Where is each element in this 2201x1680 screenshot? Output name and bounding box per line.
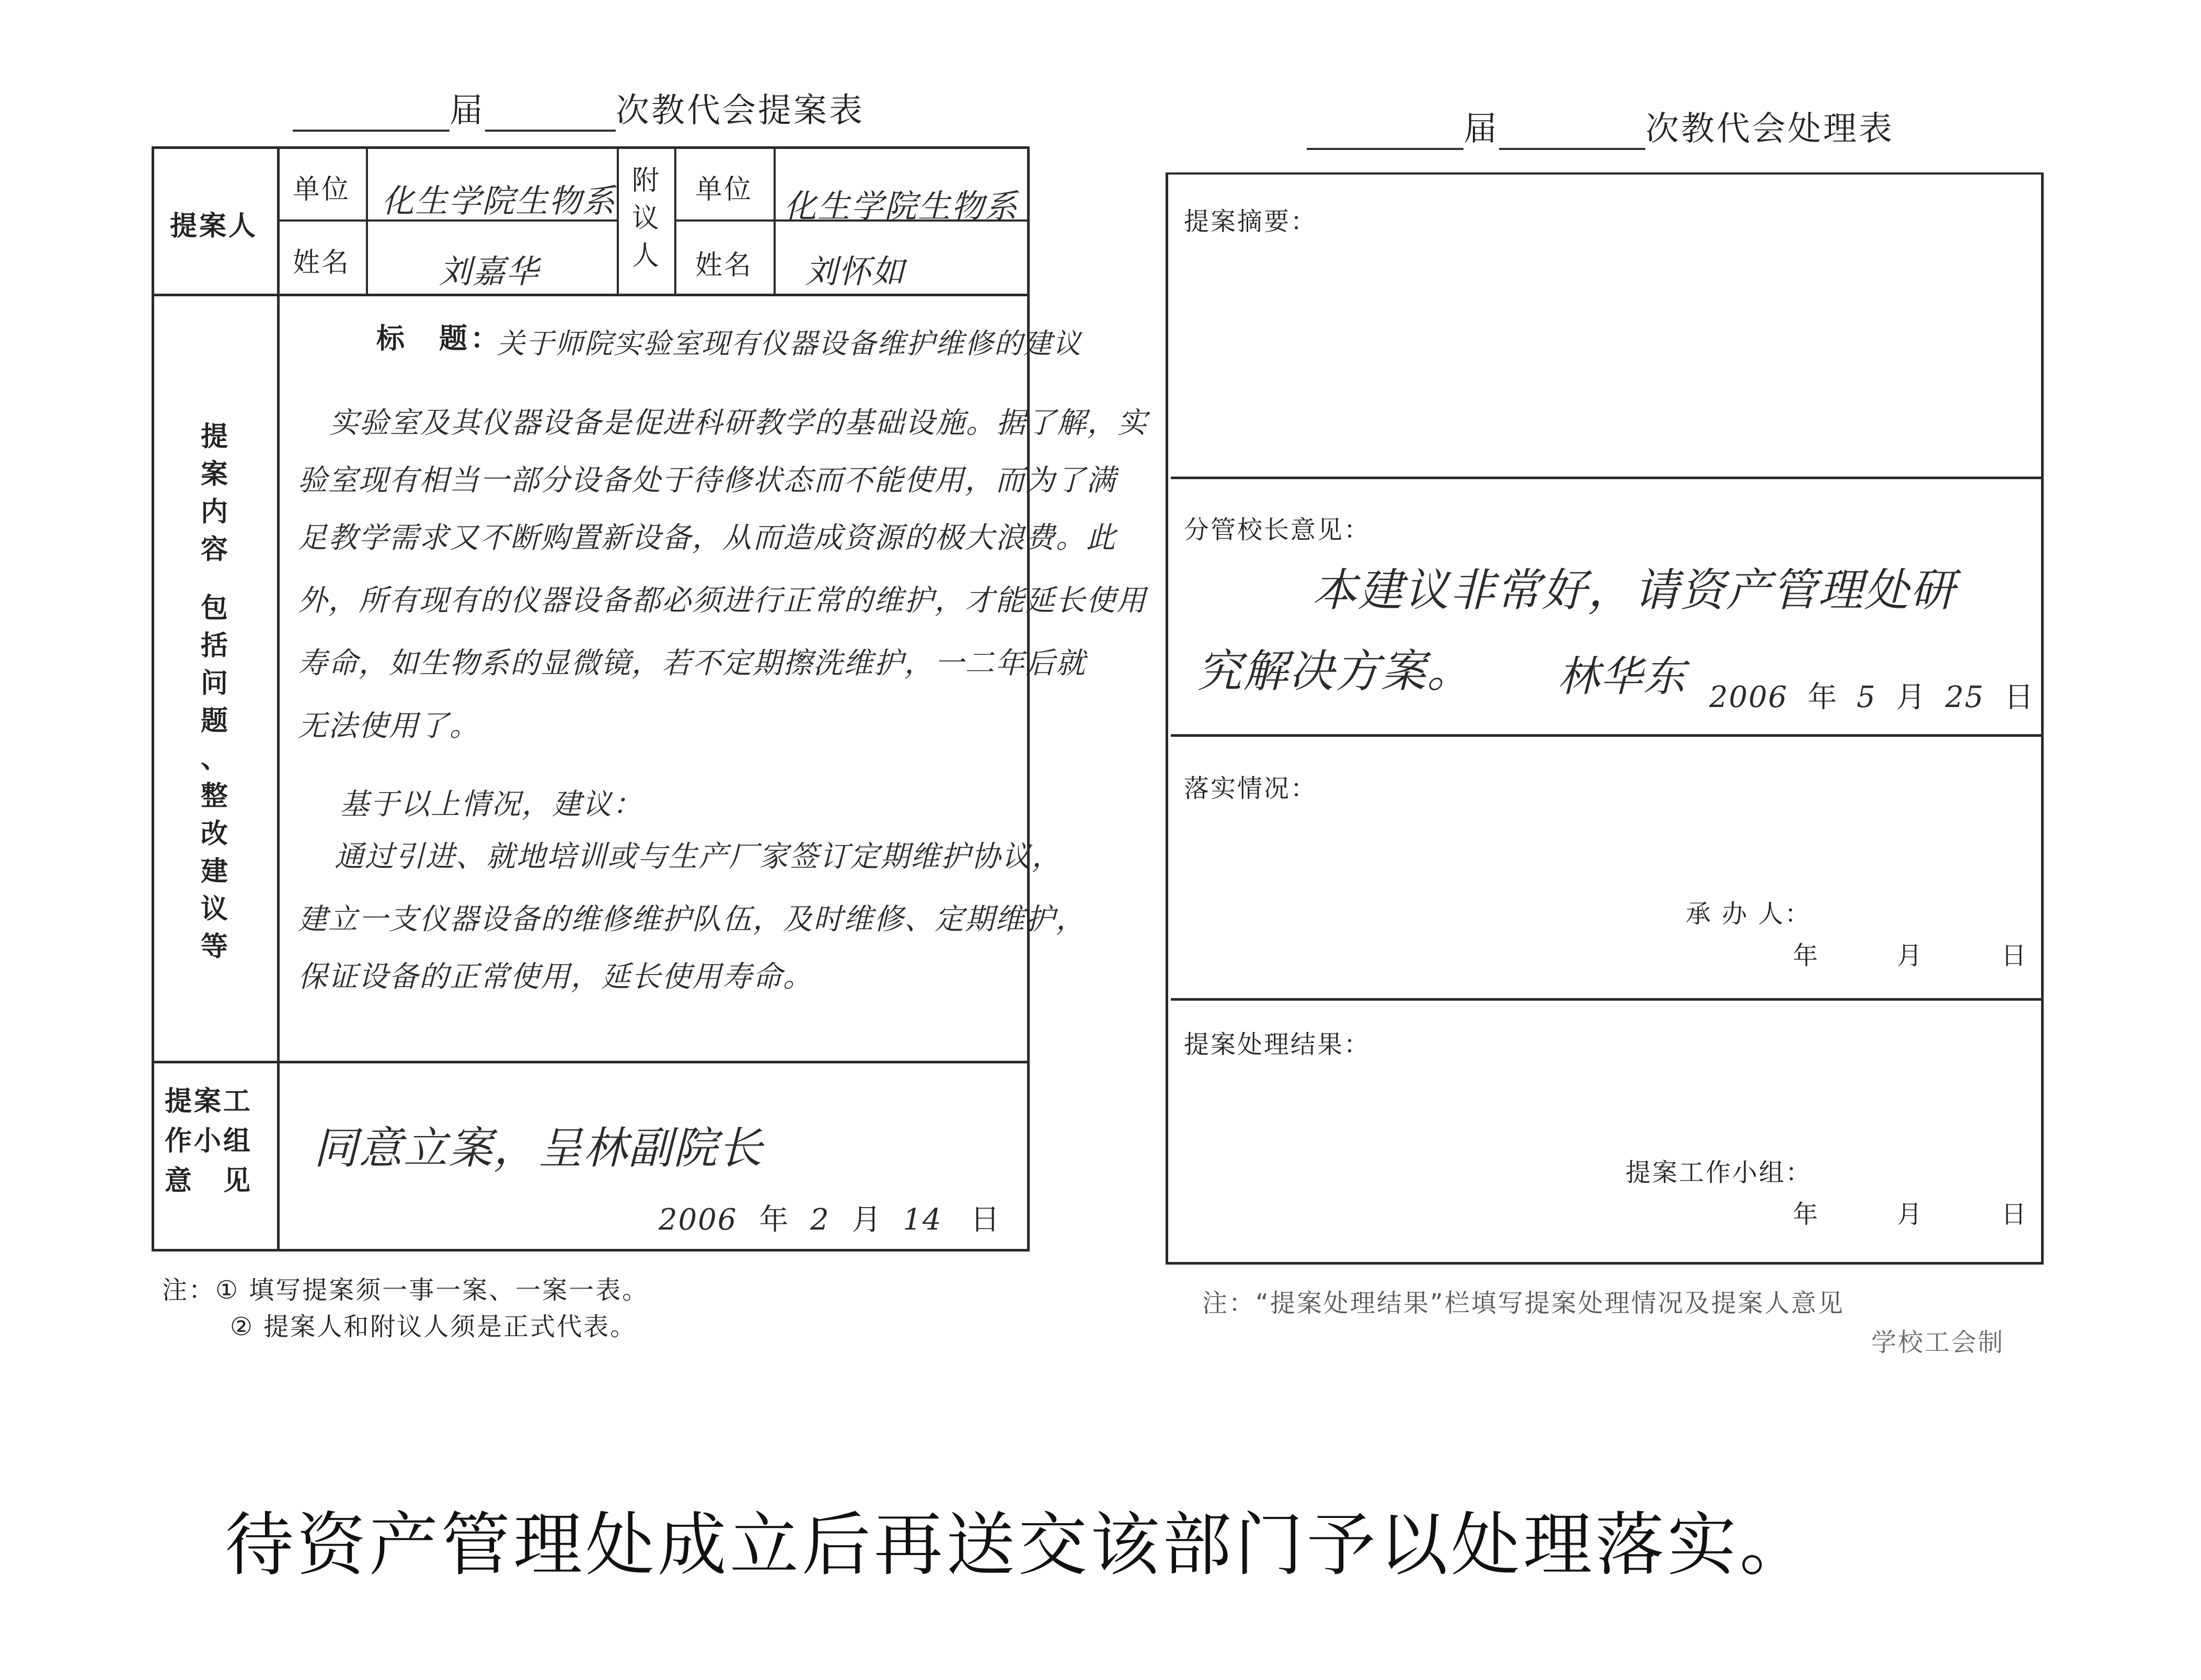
body-line: 外，所有现有的仪器设备都必须进行正常的维护，才能延长使用 xyxy=(298,584,1147,618)
name-label: 姓名 xyxy=(293,247,351,279)
body-line: 基于以上情况，建议： xyxy=(340,787,643,821)
group-label-line: 意 见 xyxy=(165,1165,253,1197)
group-label-line: 提案工 xyxy=(165,1086,253,1117)
group-date-year-label: 年 xyxy=(759,1203,789,1237)
name-value: 刘嘉华 xyxy=(439,252,540,291)
vp-date-year-label: 年 xyxy=(1807,680,1837,714)
co-unit-value: 化生学院生物系 xyxy=(784,187,1019,225)
handler-date-month-label: 月 xyxy=(1897,941,1924,970)
group-label xyxy=(165,1082,252,1201)
left-note-1: 注：① 填写提案须一事一案、一案一表。 xyxy=(162,1276,649,1305)
working-group-date xyxy=(1793,1194,2028,1230)
summary-label: 提案摘要： xyxy=(1184,207,1318,236)
body-line: 足教学需求又不断购置新设备，从而造成资源的极大浪费。此 xyxy=(298,521,1116,555)
co-sponsor-char-1: 附 xyxy=(631,165,659,196)
content-label-char: 、 xyxy=(200,743,228,774)
vp-signature: 林华东 xyxy=(1558,652,1686,701)
content-label-char: 等 xyxy=(200,931,228,963)
content-label-char: 改 xyxy=(200,818,228,850)
group-date-month-label: 月 xyxy=(851,1203,881,1237)
handler-date-year-label: 年 xyxy=(1793,941,1820,970)
content-label-char: 案 xyxy=(200,459,228,490)
working-group-label: 提案工作小组： xyxy=(1626,1158,1813,1187)
content-label-char: 内 xyxy=(200,496,228,528)
group-date-year: 2006 xyxy=(659,1203,737,1237)
content-label-char: 整 xyxy=(200,781,228,812)
unit-label: 单位 xyxy=(293,174,351,205)
content-label-char: 容 xyxy=(200,534,228,565)
content-label-char: 提 xyxy=(200,421,228,453)
group-date-day-label-r: 日 xyxy=(2001,1200,2028,1229)
group-date-day-label: 日 xyxy=(970,1203,1000,1237)
vp-date-month: 5 xyxy=(1857,680,1876,714)
vp-date-day: 25 xyxy=(1945,680,1985,714)
content-label-char: 包 xyxy=(200,593,228,624)
group-opinion: 同意立案，呈林副院长 xyxy=(314,1122,764,1174)
handler-date xyxy=(1793,935,2028,971)
content-label-char: 问 xyxy=(200,668,228,699)
right-title-part1: 届 xyxy=(1464,110,1499,148)
vp-date-year: 2006 xyxy=(1709,680,1788,714)
proposal-title-value: 关于师院实验室现有仪器设备维护维修的建议 xyxy=(497,327,1082,360)
co-sponsor-char-2: 议 xyxy=(631,203,659,234)
group-date-day: 14 xyxy=(903,1203,942,1237)
content-label-char: 议 xyxy=(200,894,228,925)
co-name-value: 刘怀如 xyxy=(805,252,906,291)
left-title-part2: 次教代会提案表 xyxy=(616,91,865,130)
content-label-char: 建 xyxy=(200,856,228,887)
body-line: 通过引进、就地培训或与生产厂家签订定期维护协议， xyxy=(335,840,1062,874)
right-footnote: 注：“提案处理结果”栏填写提案处理情况及提案人意见 xyxy=(1202,1289,1845,1318)
vp-date xyxy=(1709,674,2033,716)
caption: 待资产管理处成立后再送交该部门予以处理落实。 xyxy=(225,1505,1812,1585)
right-footnote-org: 学校工会制 xyxy=(1871,1328,2005,1357)
group-label-line: 作小组 xyxy=(165,1126,253,1157)
left-title-part1: 届 xyxy=(450,91,485,130)
co-unit-label: 单位 xyxy=(695,174,753,205)
left-form-title xyxy=(293,84,865,132)
content-label-char: 题 xyxy=(200,705,228,737)
vp-opinion-label: 分管校长意见： xyxy=(1184,515,1371,544)
group-date-month-label-r: 月 xyxy=(1897,1200,1924,1229)
body-line: 保证设备的正常使用，延长使用寿命。 xyxy=(298,960,813,994)
left-note-2: ② 提案人和附议人须是正式代表。 xyxy=(230,1312,637,1341)
handler-label: 承 办 人： xyxy=(1686,899,1812,929)
co-sponsor-label xyxy=(625,162,666,275)
co-name-label: 姓名 xyxy=(695,250,753,281)
body-line: 寿命，如生物系的显微镜，若不定期擦洗维护，一二年后就 xyxy=(298,646,1086,680)
group-date xyxy=(659,1197,999,1238)
group-date-month: 2 xyxy=(810,1203,830,1237)
vp-date-day-label: 日 xyxy=(2004,680,2034,714)
co-sponsor-char-3: 人 xyxy=(631,240,659,272)
unit-value: 化生学院生物系 xyxy=(382,182,616,220)
body-line: 验室现有相当一部分设备处于待修状态而不能使用，而为了满 xyxy=(298,464,1116,497)
handler-date-day-label: 日 xyxy=(2001,941,2028,970)
proposal-title-label: 标 题： xyxy=(376,322,502,355)
implementation-label: 落实情况： xyxy=(1184,774,1318,803)
body-line: 无法使用了。 xyxy=(298,709,480,743)
result-label: 提案处理结果： xyxy=(1184,1030,1371,1059)
proposer-label: 提案人 xyxy=(170,211,258,242)
body-line: 实验室及其仪器设备是促进科研教学的基础设施。据了解，实 xyxy=(329,406,1148,440)
content-label xyxy=(193,418,235,966)
body-line: 建立一支仪器设备的维修维护队伍，及时维修、定期维护， xyxy=(298,902,1086,936)
vp-date-month-label: 月 xyxy=(1896,680,1926,714)
right-form-title xyxy=(1307,102,1894,150)
vp-opinion-line2: 究解决方案。 xyxy=(1197,645,1473,698)
content-label-char: 括 xyxy=(200,630,228,662)
right-title-part2: 次教代会处理表 xyxy=(1645,110,1894,148)
vp-opinion-line1: 本建议非常好，请资产管理处研 xyxy=(1312,564,1956,617)
group-date-year-label-r: 年 xyxy=(1793,1200,1820,1229)
